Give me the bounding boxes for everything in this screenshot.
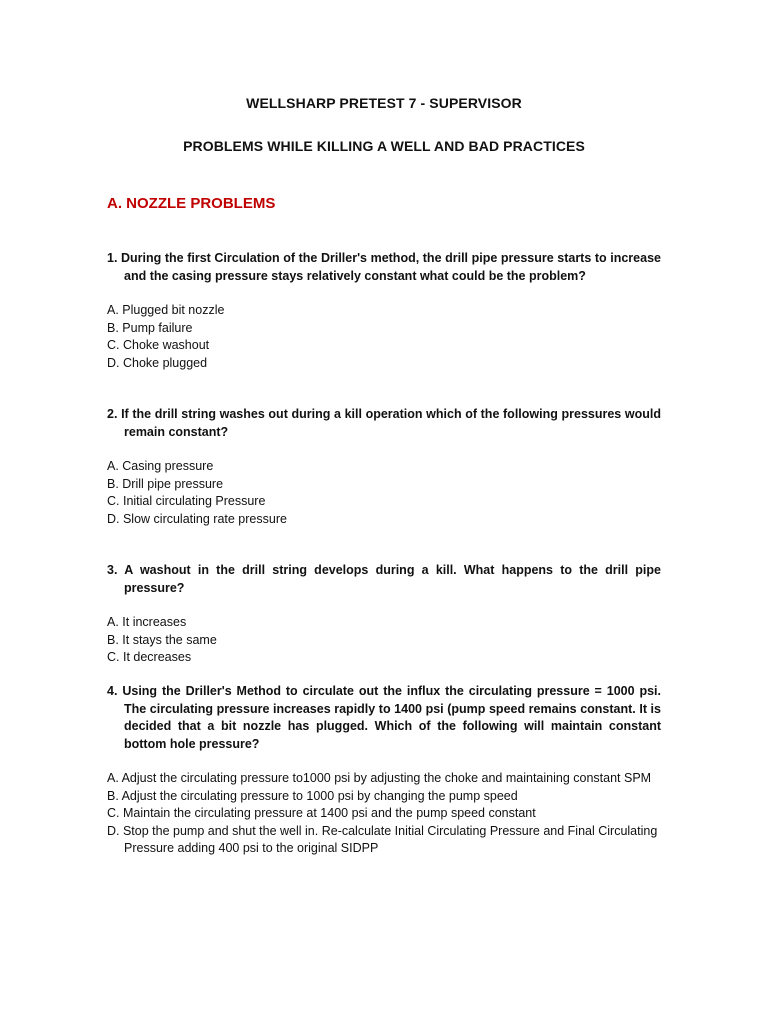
question-number: 2. xyxy=(107,407,118,421)
answer-option: C. Choke washout xyxy=(107,338,210,352)
answer-option: C. It decreases xyxy=(107,650,192,664)
answer-options xyxy=(107,458,661,528)
document-title: WELLSHARP PRETEST 7 - SUPERVISOR xyxy=(246,95,522,111)
question-1 xyxy=(107,250,661,372)
question-2 xyxy=(107,406,661,528)
answer-option: B. It stays the same xyxy=(107,632,217,647)
question-number: 1. xyxy=(107,251,118,265)
answer-options xyxy=(107,770,661,858)
answer-options xyxy=(107,614,661,667)
answer-options xyxy=(107,302,661,372)
question-4 xyxy=(107,683,661,858)
question-body: A washout in the drill string develops during a kill. What happens to the drill pipe pressure? xyxy=(124,563,661,595)
answer-option: D. Stop the pump and shut the well in. Re-calculate Initial Circulating Pressure and Final Circulating Pressure adding 400 psi to the original SIDPP xyxy=(107,823,658,855)
answer-option: A. It increases xyxy=(107,615,187,629)
answer-option: C. Maintain the circulating pressure at 1400 psi and the pump speed constant xyxy=(107,806,536,820)
question-text xyxy=(107,406,661,441)
document-subtitle: PROBLEMS WHILE KILLING A WELL AND BAD PRACTICES xyxy=(183,138,585,154)
answer-option: A. Casing pressure xyxy=(107,459,214,473)
question-number: 3. xyxy=(107,563,118,577)
question-number: 4. xyxy=(107,684,118,698)
answer-option: D. Choke plugged xyxy=(107,355,208,370)
answer-option: A. Adjust the circulating pressure to1000 psi by adjusting the choke and maintaining constant SPM xyxy=(107,771,652,785)
question-text xyxy=(107,683,661,753)
answer-option: C. Initial circulating Pressure xyxy=(107,494,266,508)
answer-option: B. Drill pipe pressure xyxy=(107,476,224,491)
answer-option: B. Pump failure xyxy=(107,320,193,335)
question-3 xyxy=(107,562,661,667)
question-body: If the drill string washes out during a kill operation which of the following pressures would remain constant? xyxy=(121,407,661,439)
question-text xyxy=(107,250,661,285)
question-body: Using the Driller's Method to circulate out the influx the circulating pressure = 1000 psi. The circulating pressure increases rapidly to 1400 psi (pump speed remains constant. It is decided that a bit nozzle has plugged. Which of the following will maintain constant bottom hole pressure? xyxy=(122,684,661,751)
answer-option: D. Slow circulating rate pressure xyxy=(107,511,287,526)
answer-option: A. Plugged bit nozzle xyxy=(107,303,225,317)
question-text xyxy=(107,562,661,597)
section-heading: A. NOZZLE PROBLEMS xyxy=(107,195,276,212)
question-body: During the first Circulation of the Driller's method, the drill pipe pressure starts to increase and the casing pressure stays relatively constant what could be the problem? xyxy=(121,251,661,283)
answer-option: B. Adjust the circulating pressure to 1000 psi by changing the pump speed xyxy=(107,788,518,803)
